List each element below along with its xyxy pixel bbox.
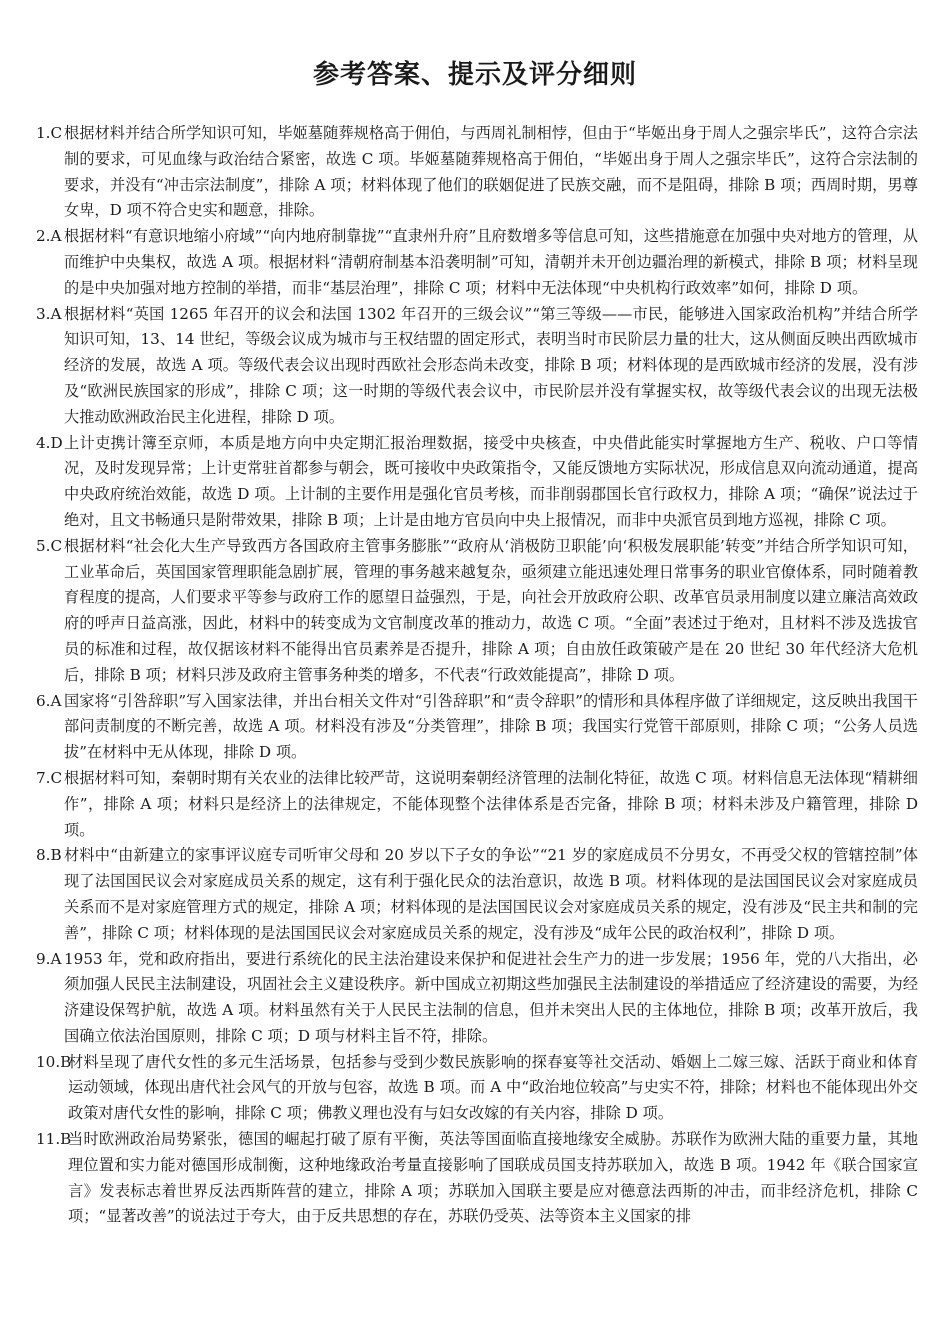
answer-explanation: 上计吏携计簿至京师，本质是地方向中央定期汇报治理数据，接受中央核查，中央借此能实时掌握地方生产、税收、户口等情况，及时发现异常；上计吏常驻首都参与朝会，既可接收中央政策指令，又能反馈地方实际状况，形成信息双向流动通道，提高中央政府统治效能，故选 D 项。上计制的主要作用是强化官员考核，而非削弱郡国长官行政权力，排除 A 项；“确保”说法过于绝对，且文书畅通只是附带效果，排除 B 项；上计是由地方官员向中央上报情况，而非中央派官员到地方巡视，排除 C 项。 (64, 433, 918, 529)
answer-item (36, 1127, 918, 1230)
answer-item (36, 1050, 918, 1127)
answer-choice: A (50, 949, 62, 968)
answer-item (36, 302, 918, 431)
answer-explanation: 根据材料可知，秦朝时期有关农业的法律比较严苛，这说明秦朝经济管理的法制化特征，故选 C 项。材料信息无法体现“精耕细作”，排除 A 项；材料只是经济上的法律规定，不能体现整个法律体系是否完备，排除 B 项；材料未涉及户籍管理，排除 D 项。 (64, 768, 918, 839)
answer-explanation: 根据材料“有意识地缩小府域”“向内地府制靠拢”“直隶州升府”且府数增多等信息可知，这些措施意在加强中央对地方的管理，从而维护中央集权，故选 A 项。根据材料“清朝府制基本沿袭明制”可知，清朝并未开创边疆治理的新模式，排除 B 项；材料呈现的是中央加强对地方控制的举措，而非“基层治理”，排除 C 项；材料中无法体现“中央机构行政效率”如何，排除 D 项。 (64, 227, 918, 297)
answer-item (36, 121, 918, 224)
answer-choice: B (60, 1052, 72, 1071)
answer-item (36, 689, 918, 766)
answer-explanation: 根据材料“英国 1265 年召开的议会和法国 1302 年召开的三级会议”“第三等级——市民，能够进入国家政治机构”并结合所学知识可知，13、14 世纪，等级会议成为城市与王权结盟的固定形式，表明当时市民阶层力量的壮大，这从侧面反映出西欧城市经济的发展，故选 A 项。等级代表会议出现时西欧社会形态尚未改变，排除 B 项；材料体现的是西欧城市经济的发展，没有涉及“欧洲民族国家的形成”，排除 C 项；这一时期的等级代表会议中，市民阶层并没有掌握实权，故等级代表会议的出现无法极大推动欧洲政治民主化进程，排除 D 项。 (64, 304, 918, 426)
answer-explanation: 材料呈现了唐代女性的多元生活场景，包括参与受到少数民族影响的探春宴等社交活动、婚姻上二嫁三嫁、活跃于商业和体育运动领域，体现出唐代社会风气的开放与包容，故选 B 项。而 A 中“政治地位较高”与史实不符，排除；材料也不能体现出外交政策对唐代女性的影响，排除 C 项；佛教义理也没有与妇女改嫁的有关内容，排除 D 项。 (68, 1052, 918, 1123)
question-number: 9. (36, 949, 51, 968)
answer-explanation: 根据材料“社会化大生产导致西方各国政府主管事务膨胀”“政府从‘消极防卫职能’向‘积极发展职能’转变”并结合所学知识可知，工业革命后，英国国家管理职能急剧扩展，管理的事务越来越复杂，亟须建立能迅速处理日常事务的职业官僚体系，同时随着教育程度的提高，人们要求平等参与政府工作的愿望日益强烈，于是，向社会开放政府公职、改革官员录用制度以建立廉洁高效政府的呼声日益高涨，因此，材料中的转变成为文官制度改革的推动力，故选 C 项。“全面”表述过于绝对，且材料不涉及选拔官员的标准和过程，故仅据该材料不能得出官员素养是否提升，排除 A 项；自由放任政策破产是在 20 世纪 30 年代经济大危机后，排除 B 项；材料只涉及政府主管事务种类的增多，不代表“行政效能提高”，排除 D 项。 (64, 536, 918, 684)
question-number: 2. (36, 227, 51, 246)
answer-choice: A (50, 227, 62, 246)
answer-choice: D (50, 433, 63, 452)
answer-explanation: 材料中“由新建立的家事评议庭专司听审父母和 20 岁以下子女的争讼”“21 岁的家庭成员不分男女，不再受父权的管辖控制”体现了法国国民议会对家庭成员关系的规定，这有利于强化民众的法治意识，故选 B 项。材料体现的是法国国民议会对家庭成员关系而不是对家庭管理方式的规定，排除 A 项；材料体现的是法国国民议会对家庭成员关系的规定，没有涉及“民主共和制的完善”，排除 C 项；材料体现的是法国国民议会对家庭成员关系的规定，没有涉及“成年公民的政治权利”，排除 D 项。 (64, 846, 918, 942)
answer-item (36, 224, 918, 301)
answer-item (36, 947, 918, 1050)
answer-item (36, 431, 918, 534)
answer-item (36, 766, 918, 843)
answer-choice: A (50, 304, 62, 323)
answer-explanation: 根据材料并结合所学知识可知，毕姬墓随葬规格高于佣伯，与西周礼制相悖，但由于“毕姬出身于周人之强宗毕氏”，这符合宗法制的要求，可见血缘与政治结合紧密，故选 C 项。毕姬墓随葬规格高于佣伯，“毕姬出身于周人之强宗毕氏”，这符合宗法制的要求，并没有“冲击宗法制度”，排除 A 项；材料体现了他们的联姻促进了民族交融，而不是阻碍，排除 B 项；西周时期，男尊女卑，D 项不符合史实和题意，排除。 (64, 124, 918, 220)
answer-head (36, 121, 62, 147)
question-number: 5. (36, 536, 51, 555)
question-number: 11. (36, 1130, 61, 1149)
question-number: 4. (36, 433, 51, 452)
answer-explanation: 1953 年，党和政府指出，要进行系统化的民主法治建设来保护和促进社会生产力的进一步发展；1956 年，党的八大指出，必须加强人民民主法制建设，巩固社会主义建设秩序。新中国成立初期这些加强民主法制建设的举措适应了经济建设的需要，为经济建设保驾护航，故选 A 项。材料虽然有关于人民民主法制的信息，但并未突出人民的主体地位，排除 B 项；改革开放后，我国确立依法治国原则，排除 C 项；D 项与材料主旨不符，排除。 (64, 949, 918, 1045)
question-number: 8. (36, 846, 51, 865)
answer-head (36, 431, 63, 457)
question-number: 6. (36, 691, 51, 710)
answer-head (36, 947, 61, 973)
answer-choice: A (50, 691, 62, 710)
answer-head (36, 302, 61, 328)
answer-explanation: 当时欧洲政治局势紧张，德国的崛起打破了原有平衡，英法等国面临直接地缘安全威胁。苏联作为欧洲大陆的重要力量，其地理位置和实力能对德国形成制衡，这种地缘政治考量直接影响了国联成员国支持苏联加入，故选 B 项。1942 年《联合国家宣言》发表标志着世界反法西斯阵营的建立，排除 A 项；苏联加入国联主要是应对德意法西斯的冲击，而非经济危机，排除 C 项；“显著改善”的说法过于夸大，由于反共思想的存在，苏联仍受英、法等资本主义国家的排 (68, 1130, 918, 1226)
answer-item (36, 843, 918, 946)
answer-explanation: 国家将“引咎辞职”写入国家法律，并出台相关文件对“引咎辞职”和“责令辞职”的情形和具体程序做了详细规定，这反映出我国干部问责制度的不断完善，故选 A 项。材料没有涉及“分类管理”，排除 B 项；我国实行党管干部原则，排除 C 项；“公务人员选拔”在材料中无从体现，排除 D 项。 (64, 691, 918, 762)
answer-head (36, 1127, 71, 1153)
question-number: 7. (36, 768, 51, 787)
question-number: 10. (36, 1052, 61, 1071)
answer-head (36, 1050, 71, 1076)
answer-head (36, 689, 61, 715)
answer-list (36, 121, 918, 1230)
page-title: 参考答案、提示及评分细则 (312, 60, 637, 90)
question-number: 1. (36, 124, 51, 142)
answer-head (36, 843, 62, 869)
answer-choice: B (60, 1130, 72, 1149)
answer-choice: C (50, 768, 63, 787)
answer-head (36, 534, 62, 560)
answer-head (36, 766, 62, 792)
answer-choice: B (50, 846, 62, 865)
answer-item (36, 534, 918, 689)
answer-choice: C (50, 124, 63, 142)
answer-head (36, 224, 61, 250)
question-number: 3. (36, 304, 51, 323)
answer-choice: C (50, 536, 63, 555)
